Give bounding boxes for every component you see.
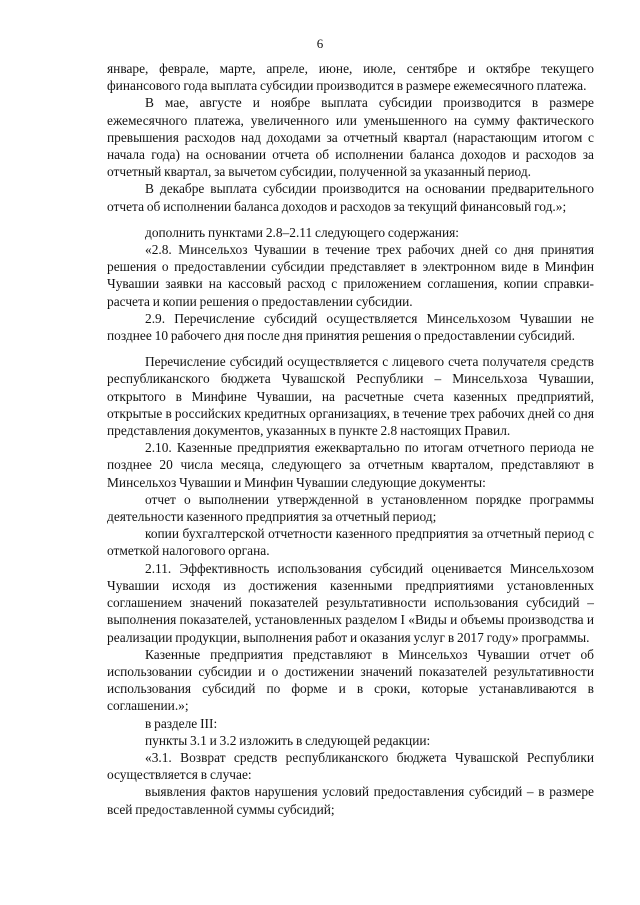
paragraph: копии бухгалтерской отчетности казенного предприятия за отчетный период с отметкой налогового органа. [107, 526, 594, 559]
paragraph: дополнить пунктами 2.8–2.11 следующего содержания: [145, 224, 460, 240]
paragraph: 2.9. Перечисление субсидий осуществляется Минсельхозом Чувашии не позднее 10 рабочего дня после дня принятия решения о предоставлении субсидий. [107, 310, 594, 344]
document-body [107, 60, 594, 818]
paragraph: отчет о выполнении утвержденной в установленном порядке программы деятельности казенного предприятия за отчетный период; [107, 491, 594, 525]
paragraph: 2.11. Эффективность использования субсидий оценивается Минсельхозом Чувашии исходя из достижения казенными предприятиями установленных соглашением значений показателей результативности использования субсидий – выполнения показателей, установленных разделом I «Виды и объемы производства и реализации продукции, выполнения работ и оказания услуг в 2017 году» программы. [107, 560, 594, 645]
paragraph: Перечисление субсидий осуществляется с лицевого счета получателя средств республиканского бюджета Чувашской Республики – Минсельхоза Чувашии, открытого в Минфине Чувашии, на расчетные счета казенных предприятий, открытые в российских кредитных организациях, в течение трех рабочих дней со дня представления документов, указанных в пункте 2.8 настоящих Правил. [107, 354, 594, 439]
paragraph: пункты 3.1 и 3.2 изложить в следующей редакции: [145, 732, 431, 748]
paragraph: «2.8. Минсельхоз Чувашии в течение трех рабочих дней со дня принятия решения о предоставлении субсидии представляет в электронном виде в Минфин Чувашии заявки на кассовый расход с приложением соглашения, копии справки-расчета и копии решения о предоставлении субсидии. [107, 242, 594, 309]
paragraph: выявления фактов нарушения условий предоставления субсидий – в размере всей предоставленной суммы субсидий; [107, 784, 594, 817]
page-number: 6 [316, 36, 324, 51]
paragraph: «3.1. Возврат средств республиканского бюджета Чувашской Республики осуществляется в случае: [107, 749, 594, 783]
paragraph: Казенные предприятия представляют в Минсельхоз Чувашии отчет об использовании субсидии и о достижении значений показателей результативности использования субсидий по форме и в сроки, которые устанавливаются в соглашении.»; [107, 646, 594, 714]
paragraph: В декабре выплата субсидии производится на основании предварительного отчета об исполнении баланса доходов и расходов за текущий финансовый год.»; [107, 181, 594, 214]
paragraph: в разделе III: [145, 715, 218, 731]
paragraph: В мае, августе и ноябре выплата субсидии производится в размере ежемесячного платежа, увеличенного или уменьшенного на сумму фактического превышения расходов над доходами за отчетный квартал (нарастающим итогом с начала года) на основании отчета об исполнении баланса доходов и расходов за отчетный квартал, за вычетом субсидии, полученной за указанный период. [107, 95, 594, 180]
paragraph: 2.10. Казенные предприятия ежеквартально по итогам отчетного периода не позднее 20 числа месяца, следующего за отчетным кварталом, представляют в Минсельхоз Чувашии и Минфин Чувашии следующие документы: [107, 440, 594, 490]
paragraph: январе, феврале, марте, апреле, июне, июле, сентябре и октябре текущего финансового года выплата субсидии производится в размере ежемесячного платежа. [107, 61, 594, 94]
